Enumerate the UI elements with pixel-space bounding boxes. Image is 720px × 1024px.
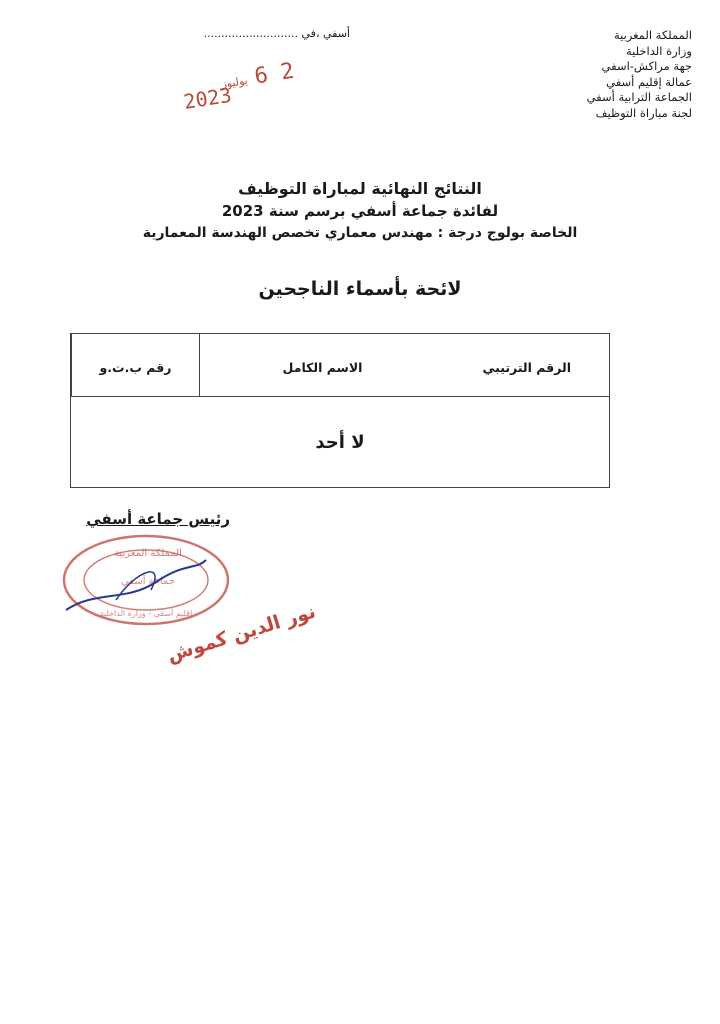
date-stamp-year: 2023 (181, 82, 234, 114)
header-line-region: جهة مراكش-اسفي (601, 59, 692, 73)
list-title: لائحة بأسماء الناجحين (258, 278, 462, 300)
title-results: النتائج النهائية لمباراة التوظيف (238, 179, 482, 198)
header-line-commune: الجماعة الترابية أسفي (586, 90, 692, 104)
table-body (71, 397, 609, 487)
official-seal (56, 530, 236, 630)
date-stamp-month: يوليوز (220, 73, 249, 91)
title-grade: الخاصة بولوج درجة : مهندس معماري تخصص الهندسة المعمارية (142, 225, 578, 241)
table-header-row (71, 334, 609, 397)
results-table (70, 333, 610, 488)
seal-inner-text: جماعة أسفي (120, 576, 176, 587)
date-stamp (179, 52, 315, 120)
header-line-committee: لجنة مباراة التوظيف (595, 105, 692, 120)
date-stamp-day: 2 6 (252, 58, 296, 90)
column-full-name: الاسم الكامل (199, 334, 445, 396)
header-line-ministry: وزارة الداخلية (625, 43, 692, 58)
document-titles (120, 178, 600, 244)
signer-name: نور الدين كموش (164, 600, 319, 667)
seal-bottom-text: إقليم أسفي - وزارة الداخلية (99, 609, 193, 618)
signatory-title: رئيس جماعة أسفي (86, 510, 230, 528)
column-id-number: رقم ب.ت.و (71, 334, 199, 396)
empty-result-message: لا أحد (315, 431, 365, 453)
header-line-kingdom: المملكة المغربية (613, 28, 692, 42)
issuer-header (472, 28, 692, 121)
column-rank: الرقم الترتيبي (482, 360, 571, 375)
seal-outer-text: المملكة المغربية (114, 548, 182, 559)
header-line-prefecture: عمالة إقليم أسفي (606, 74, 692, 89)
title-beneficiary: لفائدة جماعة أسفي برسم سنة 2023 (221, 202, 499, 220)
place-date-line: أسفي ،في ........................... (203, 27, 350, 40)
